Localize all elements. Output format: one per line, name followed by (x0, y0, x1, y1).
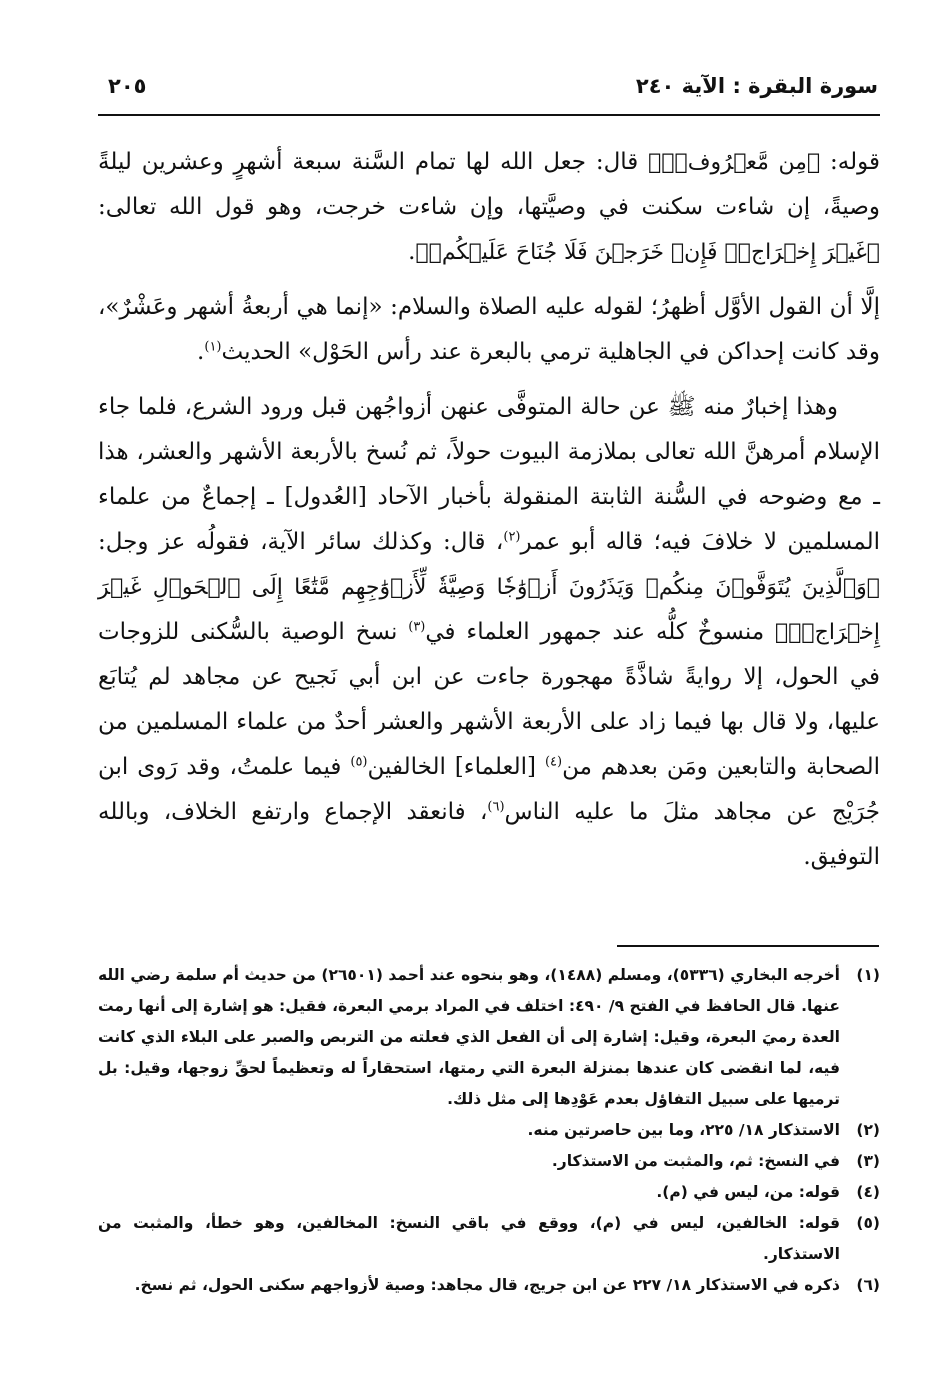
footnote-ref[interactable]: (١) (204, 339, 222, 355)
footnote-1: (١) أخرجه البخاري (٥٣٣٦)، ومسلم (١٤٨٨)، وهو بنحوه عند أحمد (٢٦٥٠١) من حديث أم سلمة رضي الله عنها. قال الحافظ في الفتح ٩/ ٤٩٠: اختلف في المراد برمي البعرة، فقيل: هو إشارة إلى أنها رمت العدة رميَ البعرة، وقيل: إشارة إلى أن الفعل الذي فعلته من التربص والصبر على البلاء الذي كانت فيه، لما انقضى كان عندها بمنزلة البعرة التي رمتها، استحقاراً له وتعظيماً لحقِّ زوجها، وقيل: بل ترميها على سبيل التفاؤل بعدم عَوْدِها إلى مثل ذلك. (98, 966, 880, 1108)
quran-quote: ﴿غَيۡرَ إِخۡرَاجٖۚ فَإِنۡ خَرَجۡنَ فَلَا جُنَاحَ عَلَيۡكُمۡ﴾ (415, 240, 880, 265)
footnote-6: (٦) ذكره في الاستذكار ١٨/ ٢٢٧ عن ابن جريج، قال مجاهد: وصية لأزواجهم سكنى الحول، ثم نسخ. (134, 1276, 880, 1294)
footnote-3: (٣) في النسخ: ثم، والمثبت من الاستذكار. (551, 1152, 880, 1170)
paragraph-2: إلَّا أن القول الأوَّل أظهرُ؛ لقوله عليه الصلاة والسلام: «إنما هي أربعةُ أشهر وعَشْرٌ»، وقد كانت إحداكن في الجاهلية ترمي بالبعرة عند رأس الحَوْل» الحديث$^{(١)}$. (98, 294, 880, 365)
footnote-ref[interactable]: (٦) (487, 799, 505, 815)
footnote-2: (٢) الاستذكار ١٨/ ٢٢٥، وما بين حاصرتين منه. (527, 1121, 880, 1139)
footnote-ref[interactable]: (٥) (350, 754, 368, 770)
footnotes (98, 960, 880, 1301)
page-number: ٢٠٥ (108, 74, 147, 98)
running-header (98, 70, 880, 116)
main-text (98, 140, 880, 880)
chapter-title: سورة البقرة : الآية ٢٤٠ (635, 74, 878, 98)
quran-quote: ﴿مِن مَّعۡرُوفٖۗ﴾ (648, 150, 821, 175)
quran-quote: ﴿وَٱلَّذِينَ يُتَوَفَّوۡنَ مِنكُمۡ وَيَذَرُونَ أَزۡوَٰجٗا وَصِيَّةٗ لِّأَزۡوَٰجِهِم مَّتَٰعًا إِلَى ٱلۡحَوۡلِ غَيۡرَ إِخۡرَاجٖۚ﴾ (98, 575, 880, 645)
footnote-ref[interactable]: (٢) (503, 529, 521, 545)
paragraph-1: قوله: ﴿مِن مَّعۡرُوفٖۗ﴾ قال: جعل الله لها تمام السَّنة سبعة أشهرٍ وعشرين ليلةً وصيةً، إن شاءت سكنت في وصيَّتها، وإن شاءت خرجت، وهو قول الله تعالى: ﴿غَيۡرَ إِخۡرَاجٖۚ فَإِنۡ خَرَجۡنَ فَلَا جُنَاحَ عَلَيۡكُمۡ﴾. (98, 149, 880, 265)
footnote-ref[interactable]: (٣) (408, 619, 426, 635)
footnote-5: (٥) قوله: الخالفين، ليس في (م)، ووقع في باقي النسخ: المخالفين، وهو خطأ، والمثبت من الاستذكار. (98, 1214, 880, 1263)
footnote-4: (٤) قوله: من، ليس في (م). (656, 1183, 880, 1201)
footnote-ref[interactable]: (٤) (544, 754, 563, 770)
paragraph-3: وهذا إخبارٌ منه ﷺ عن حالة المتوفَّى عنهن أزواجُهن قبل ورود الشرع، فلما جاء الإسلام أمرهنَّ الله تعالى بملازمة البيوت حولاً، ثم نُسخ بالأربعة الأشهر والعشر، هذا ـ مع وضوحه في السُّنة الثابتة المنقولة بأخبار الآحاد [العُدول] ـ إجماعٌ من علماء المسلمين لا خلافَ فيه؛ قاله أبو عمر$^{(٢)}$، قال: وكذلك سائر الآية، فقولُه عز وجل: ﴿وَٱلَّذِينَ يُتَوَفَّوۡنَ مِنكُمۡ وَيَذَرُونَ أَزۡوَٰجٗا وَصِيَّةٗ لِّأَزۡوَٰجِهِم مَّتَٰعًا إِلَى ٱلۡحَوۡلِ غَيۡرَ إِخۡرَاجٖۚ﴾ منسوخٌ كلُّه عند جمهور العلماء في$^{(٣)}$ نسخ الوصية بالسُّكنى للزوجات في الحول، إلا روايةً شاذَّةً مهجورة جاءت عن ابن أبي نَجيح عن مجاهد لم يُتابَع عليها، ولا قال بها فيما زاد على الأربعة الأشهر والعشر أحدٌ من علماء المسلمين من الصحابة والتابعين ومَن بعدهم من$^{(٤)}$ [العلماء] الخالفين$^{(٥)}$ فيما علمتُ، وقد رَوى ابن جُرَيْج عن مجاهد مثلَ ما عليه الناس$^{(٦)}$، فانعقد الإجماع وارتفع الخلاف، وبالله التوفيق. (98, 394, 880, 870)
footnote-divider (617, 945, 879, 947)
